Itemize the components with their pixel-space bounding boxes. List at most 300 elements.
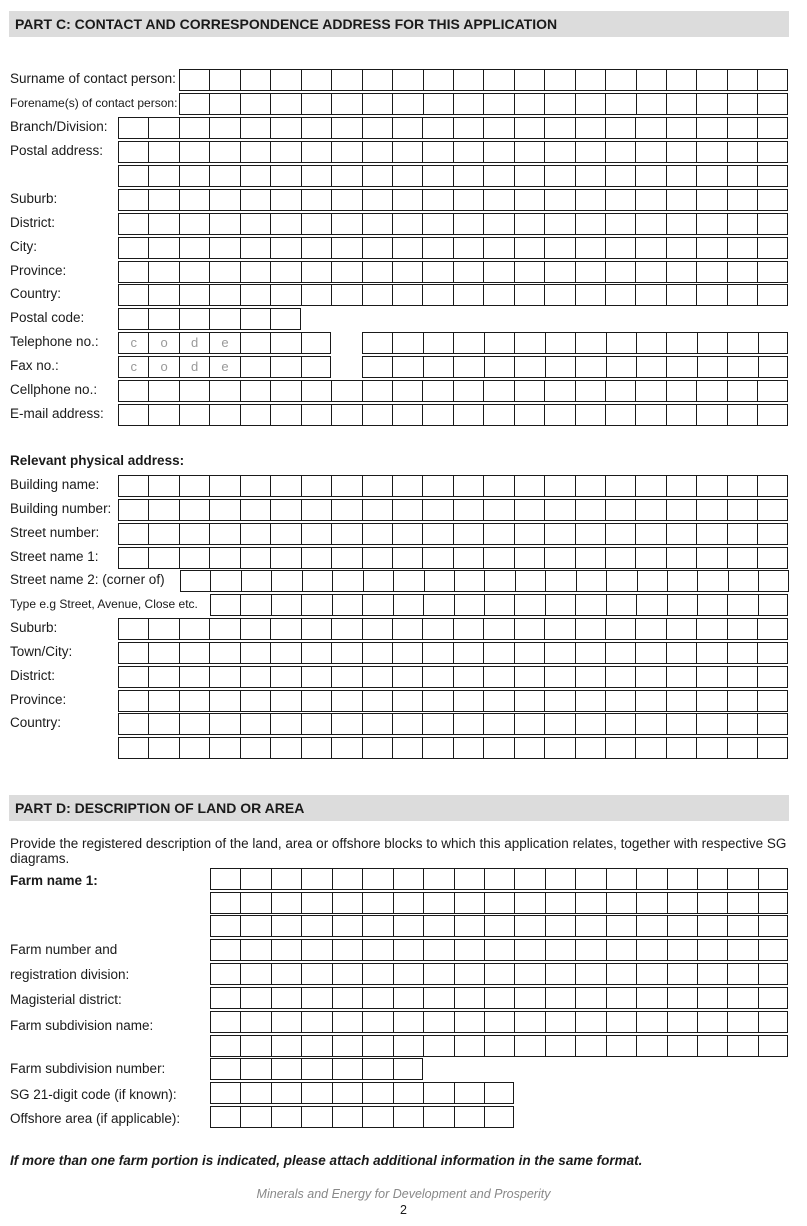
input-box[interactable] [118, 261, 148, 283]
input-box[interactable] [453, 618, 483, 640]
input-box[interactable] [362, 618, 392, 640]
input-box[interactable] [636, 868, 666, 890]
input-box[interactable] [454, 892, 484, 914]
physical-district-field[interactable] [118, 666, 788, 688]
input-box[interactable] [240, 523, 270, 545]
input-box[interactable] [453, 332, 483, 354]
input-box[interactable] [758, 987, 788, 1009]
input-box[interactable] [757, 141, 787, 163]
input-box[interactable] [331, 404, 361, 426]
input-box[interactable] [667, 987, 697, 1009]
input-box[interactable] [514, 499, 544, 521]
input-box[interactable] [118, 237, 148, 259]
country-field[interactable] [118, 284, 788, 306]
input-box[interactable] [666, 117, 696, 139]
input-box[interactable] [148, 284, 178, 306]
input-box[interactable] [575, 284, 605, 306]
input-box[interactable] [544, 261, 574, 283]
building-name-field[interactable] [118, 475, 788, 497]
input-box[interactable] [636, 939, 666, 961]
input-box[interactable] [422, 404, 452, 426]
input-box[interactable] [209, 261, 239, 283]
input-box[interactable] [514, 213, 544, 235]
input-box[interactable] [697, 570, 727, 592]
input-box[interactable] [331, 618, 361, 640]
input-box[interactable] [575, 868, 605, 890]
input-box[interactable] [179, 642, 209, 664]
input-box[interactable] [757, 237, 787, 259]
input-box[interactable] [453, 737, 483, 759]
input-box[interactable] [331, 523, 361, 545]
input-box[interactable] [575, 963, 605, 985]
input-box[interactable] [544, 165, 574, 187]
input-box[interactable] [483, 618, 513, 640]
input-box[interactable] [514, 915, 544, 937]
input-box[interactable] [301, 499, 331, 521]
input-box[interactable] [270, 261, 300, 283]
input-box[interactable] [118, 308, 148, 330]
input-box[interactable] [392, 189, 422, 211]
input-box[interactable] [696, 117, 726, 139]
input-box[interactable] [270, 117, 300, 139]
input-box[interactable] [635, 404, 665, 426]
input-box[interactable] [301, 93, 331, 115]
input-box[interactable] [575, 523, 605, 545]
input-box[interactable] [606, 332, 636, 354]
input-box[interactable] [392, 141, 422, 163]
input-box[interactable] [635, 666, 665, 688]
input-box[interactable] [422, 499, 452, 521]
input-box[interactable] [727, 189, 757, 211]
input-box[interactable] [331, 189, 361, 211]
street-number-field[interactable] [118, 523, 788, 545]
input-box[interactable] [545, 987, 575, 1009]
input-box[interactable] [667, 892, 697, 914]
offshore-area-field[interactable] [210, 1106, 514, 1128]
input-box[interactable] [454, 868, 484, 890]
input-box[interactable] [179, 284, 209, 306]
input-box[interactable] [301, 963, 331, 985]
input-box[interactable] [483, 189, 513, 211]
input-box[interactable] [696, 261, 726, 283]
input-box[interactable] [240, 1058, 270, 1080]
input-box[interactable] [148, 499, 178, 521]
input-box[interactable] [179, 165, 209, 187]
input-box[interactable] [179, 189, 209, 211]
input-box[interactable] [362, 915, 392, 937]
input-box[interactable] [483, 666, 513, 688]
input-box[interactable] [240, 1082, 270, 1104]
input-box[interactable] [118, 165, 148, 187]
input-box[interactable] [544, 499, 574, 521]
input-box[interactable] [758, 1011, 788, 1033]
input-box[interactable] [393, 868, 423, 890]
input-box[interactable] [544, 666, 574, 688]
input-box[interactable] [179, 117, 209, 139]
input-box[interactable] [757, 117, 787, 139]
input-box[interactable] [483, 141, 513, 163]
input-box[interactable] [514, 713, 544, 735]
input-box[interactable] [422, 690, 452, 712]
input-box[interactable] [118, 666, 148, 688]
input-box[interactable] [453, 690, 483, 712]
input-box[interactable] [636, 69, 666, 91]
input-box[interactable] [148, 165, 178, 187]
input-box[interactable] [332, 892, 362, 914]
input-box[interactable] [270, 213, 300, 235]
input-box[interactable] [514, 892, 544, 914]
input-box[interactable] [362, 499, 392, 521]
input-box[interactable] [362, 1106, 392, 1128]
input-box[interactable] [666, 475, 696, 497]
input-box[interactable] [423, 1082, 453, 1104]
input-box[interactable] [270, 475, 300, 497]
input-box[interactable] [514, 547, 544, 569]
input-box[interactable] [514, 189, 544, 211]
input-box[interactable] [635, 737, 665, 759]
input-box[interactable] [240, 213, 270, 235]
input-box[interactable] [605, 261, 635, 283]
input-box[interactable] [727, 261, 757, 283]
input-box[interactable] [270, 547, 300, 569]
input-box[interactable] [728, 570, 758, 592]
postal-address-field-1[interactable] [118, 141, 788, 163]
input-box[interactable] [271, 915, 301, 937]
input-box[interactable] [453, 117, 483, 139]
input-box[interactable] [392, 213, 422, 235]
input-box[interactable] [545, 570, 575, 592]
province-field[interactable] [118, 261, 788, 283]
input-box[interactable] [240, 69, 270, 91]
input-box[interactable] [179, 475, 209, 497]
input-box[interactable] [544, 642, 574, 664]
input-box[interactable] [301, 523, 331, 545]
input-box[interactable] [209, 547, 239, 569]
input-box[interactable] [483, 404, 513, 426]
input-box[interactable] [240, 642, 270, 664]
input-box[interactable] [118, 213, 148, 235]
input-box[interactable] [605, 189, 635, 211]
input-box[interactable] [666, 666, 696, 688]
input-box[interactable] [514, 284, 544, 306]
input-box[interactable] [757, 642, 787, 664]
branch-field[interactable] [118, 117, 788, 139]
input-box[interactable] [606, 1011, 636, 1033]
input-box[interactable] [483, 642, 513, 664]
input-box[interactable] [271, 1106, 301, 1128]
fax-code-field[interactable] [118, 356, 331, 378]
input-box[interactable] [484, 356, 514, 378]
input-box[interactable] [362, 690, 392, 712]
input-box[interactable] [575, 117, 605, 139]
input-box[interactable] [392, 690, 422, 712]
input-box[interactable] [575, 93, 605, 115]
input-box[interactable] [392, 237, 422, 259]
input-box[interactable] [696, 93, 726, 115]
input-box[interactable]: o [148, 332, 178, 354]
input-box[interactable] [210, 987, 240, 1009]
input-box[interactable] [392, 165, 422, 187]
input-box[interactable] [392, 380, 422, 402]
input-box[interactable] [362, 1082, 392, 1104]
input-box[interactable] [118, 499, 148, 521]
input-box[interactable] [666, 642, 696, 664]
input-box[interactable] [301, 1011, 331, 1033]
input-box[interactable] [636, 915, 666, 937]
input-box[interactable] [606, 915, 636, 937]
input-box[interactable] [453, 93, 483, 115]
input-box[interactable] [362, 892, 392, 914]
input-box[interactable] [148, 618, 178, 640]
input-box[interactable] [696, 69, 726, 91]
input-box[interactable] [301, 332, 331, 354]
input-box[interactable] [605, 284, 635, 306]
input-box[interactable] [422, 284, 452, 306]
input-box[interactable] [363, 570, 393, 592]
input-box[interactable] [484, 1035, 514, 1057]
input-box[interactable] [606, 594, 636, 616]
farm-name-field-1[interactable] [210, 868, 788, 890]
postal-address-field-2[interactable] [118, 165, 788, 187]
input-box[interactable] [575, 475, 605, 497]
input-box[interactable] [544, 737, 574, 759]
input-box[interactable] [514, 594, 544, 616]
input-box[interactable] [331, 141, 361, 163]
input-box[interactable] [332, 987, 362, 1009]
input-box[interactable] [179, 141, 209, 163]
input-box[interactable] [727, 213, 757, 235]
input-box[interactable] [301, 618, 331, 640]
input-box[interactable] [697, 332, 727, 354]
input-box[interactable] [727, 915, 757, 937]
input-box[interactable] [301, 547, 331, 569]
input-box[interactable] [636, 594, 666, 616]
input-box[interactable] [757, 189, 787, 211]
input-box[interactable] [483, 69, 513, 91]
input-box[interactable] [483, 523, 513, 545]
input-box[interactable] [209, 404, 239, 426]
city-field[interactable] [118, 237, 788, 259]
input-box[interactable] [514, 475, 544, 497]
input-box[interactable] [179, 261, 209, 283]
input-box[interactable] [454, 1082, 484, 1104]
input-box[interactable] [727, 1035, 757, 1057]
input-box[interactable] [514, 987, 544, 1009]
input-box[interactable] [240, 332, 270, 354]
input-box[interactable] [422, 666, 452, 688]
input-box[interactable] [696, 284, 726, 306]
input-box[interactable] [148, 380, 178, 402]
input-box[interactable] [667, 915, 697, 937]
input-box[interactable] [514, 618, 544, 640]
input-box[interactable] [575, 737, 605, 759]
input-box[interactable] [331, 737, 361, 759]
input-box[interactable] [727, 666, 757, 688]
input-box[interactable] [636, 892, 666, 914]
input-box[interactable] [362, 284, 392, 306]
input-box[interactable] [240, 261, 270, 283]
input-box[interactable] [301, 868, 331, 890]
input-box[interactable] [118, 141, 148, 163]
farm-name-field-3[interactable] [210, 915, 788, 937]
input-box[interactable] [179, 93, 209, 115]
input-box[interactable] [210, 1011, 240, 1033]
subdivision-number-field[interactable] [210, 1058, 423, 1080]
input-box[interactable] [301, 404, 331, 426]
input-box[interactable] [757, 523, 787, 545]
input-box[interactable] [453, 213, 483, 235]
input-box[interactable] [423, 1106, 453, 1128]
input-box[interactable] [636, 1011, 666, 1033]
input-box[interactable] [240, 963, 270, 985]
input-box[interactable]: e [209, 332, 239, 354]
input-box[interactable] [209, 737, 239, 759]
input-box[interactable] [271, 570, 301, 592]
input-box[interactable] [605, 713, 635, 735]
physical-suburb-field[interactable] [118, 618, 788, 640]
input-box[interactable] [270, 332, 300, 354]
input-box[interactable] [332, 1106, 362, 1128]
magisterial-district-field[interactable] [210, 987, 788, 1009]
input-box[interactable] [301, 213, 331, 235]
input-box[interactable] [757, 737, 787, 759]
input-box[interactable] [422, 117, 452, 139]
input-box[interactable] [392, 261, 422, 283]
suburb-field[interactable] [118, 189, 788, 211]
input-box[interactable] [697, 987, 727, 1009]
input-box[interactable] [758, 356, 788, 378]
input-box[interactable] [635, 690, 665, 712]
input-box[interactable] [727, 892, 757, 914]
input-box[interactable] [576, 570, 606, 592]
input-box[interactable] [392, 284, 422, 306]
input-box[interactable] [636, 356, 666, 378]
input-box[interactable] [605, 141, 635, 163]
input-box[interactable] [331, 642, 361, 664]
input-box[interactable] [240, 868, 270, 890]
input-box[interactable] [605, 690, 635, 712]
input-box[interactable] [393, 892, 423, 914]
input-box[interactable] [453, 284, 483, 306]
physical-province-field[interactable] [118, 690, 788, 712]
input-box[interactable] [545, 915, 575, 937]
input-box[interactable] [423, 915, 453, 937]
input-box[interactable] [331, 380, 361, 402]
input-box[interactable] [758, 939, 788, 961]
input-box[interactable] [209, 523, 239, 545]
input-box[interactable] [240, 165, 270, 187]
input-box[interactable] [332, 1082, 362, 1104]
input-box[interactable] [240, 987, 270, 1009]
input-box[interactable] [575, 237, 605, 259]
input-box[interactable] [179, 737, 209, 759]
input-box[interactable] [696, 713, 726, 735]
input-box[interactable] [270, 499, 300, 521]
input-box[interactable] [727, 737, 757, 759]
input-box[interactable] [422, 237, 452, 259]
input-box[interactable] [422, 547, 452, 569]
input-box[interactable] [606, 868, 636, 890]
input-box[interactable] [241, 570, 271, 592]
input-box[interactable] [209, 642, 239, 664]
input-box[interactable] [514, 1011, 544, 1033]
input-box[interactable] [666, 380, 696, 402]
input-box[interactable] [270, 165, 300, 187]
input-box[interactable] [179, 666, 209, 688]
input-box[interactable] [545, 594, 575, 616]
input-box[interactable] [301, 1106, 331, 1128]
input-box[interactable] [422, 523, 452, 545]
input-box[interactable] [575, 213, 605, 235]
building-number-field[interactable] [118, 499, 788, 521]
input-box[interactable] [544, 380, 574, 402]
input-box[interactable] [362, 356, 392, 378]
input-box[interactable] [484, 915, 514, 937]
input-box[interactable] [483, 380, 513, 402]
input-box[interactable] [575, 939, 605, 961]
input-box[interactable] [575, 690, 605, 712]
input-box[interactable] [209, 380, 239, 402]
input-box[interactable] [148, 404, 178, 426]
input-box[interactable] [362, 380, 392, 402]
input-box[interactable] [209, 141, 239, 163]
input-box[interactable] [696, 547, 726, 569]
input-box[interactable] [575, 1035, 605, 1057]
input-box[interactable] [757, 666, 787, 688]
input-box[interactable] [392, 618, 422, 640]
input-box[interactable] [362, 1058, 392, 1080]
input-box[interactable] [727, 963, 757, 985]
input-box[interactable] [301, 165, 331, 187]
input-box[interactable] [514, 165, 544, 187]
input-box[interactable] [270, 642, 300, 664]
input-box[interactable] [757, 165, 787, 187]
input-box[interactable] [666, 690, 696, 712]
input-box[interactable] [667, 868, 697, 890]
farm-name-field-2[interactable] [210, 892, 788, 914]
input-box[interactable] [392, 93, 422, 115]
input-box[interactable] [331, 547, 361, 569]
input-box[interactable] [514, 141, 544, 163]
input-box[interactable] [423, 93, 453, 115]
input-box[interactable] [758, 892, 788, 914]
input-box[interactable] [514, 356, 544, 378]
input-box[interactable] [483, 499, 513, 521]
input-box[interactable] [118, 690, 148, 712]
input-box[interactable] [484, 987, 514, 1009]
input-box[interactable] [454, 1011, 484, 1033]
input-box[interactable] [575, 713, 605, 735]
input-box[interactable] [483, 165, 513, 187]
input-box[interactable] [667, 594, 697, 616]
input-box[interactable] [362, 1035, 392, 1057]
input-box[interactable] [301, 642, 331, 664]
input-box[interactable] [636, 332, 666, 354]
input-box[interactable] [453, 666, 483, 688]
input-box[interactable] [666, 523, 696, 545]
input-box[interactable] [727, 987, 757, 1009]
input-box[interactable] [666, 404, 696, 426]
input-box[interactable] [118, 618, 148, 640]
input-box[interactable] [757, 261, 787, 283]
input-box[interactable] [696, 666, 726, 688]
district-field[interactable] [118, 213, 788, 235]
input-box[interactable] [544, 404, 574, 426]
input-box[interactable] [758, 1035, 788, 1057]
input-box[interactable] [393, 594, 423, 616]
input-box[interactable] [545, 868, 575, 890]
input-box[interactable] [148, 547, 178, 569]
